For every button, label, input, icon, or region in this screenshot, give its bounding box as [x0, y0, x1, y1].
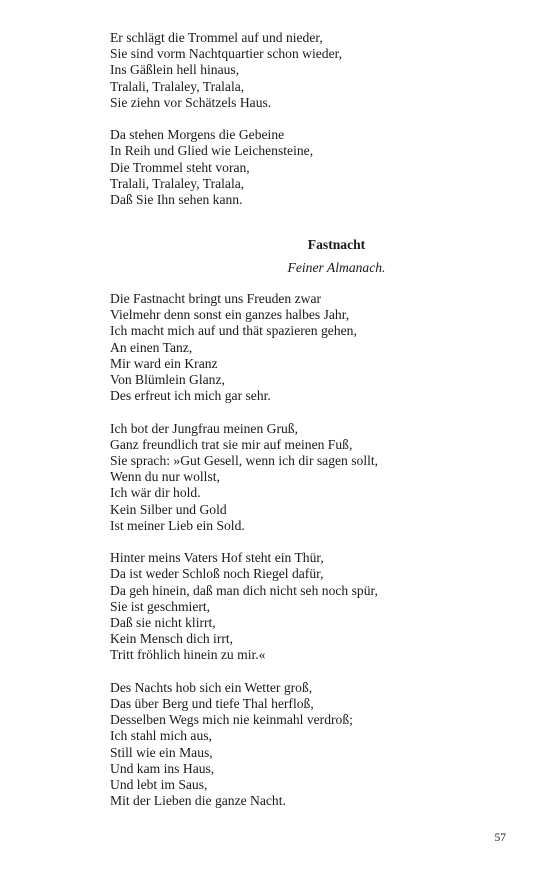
verse-line: Die Trommel steht voran,	[110, 159, 250, 175]
verse-line: Mit der Lieben die ganze Nacht.	[110, 793, 286, 809]
verse-line: Ganz freundlich trat sie mir auf meinen Fuß,	[110, 436, 353, 452]
verse-line: Sie sind vorm Nachtquartier schon wieder,	[110, 46, 342, 62]
verse-line: Ich stahl mich aus,	[110, 728, 212, 744]
stanza-gap	[110, 664, 378, 680]
verse-line: Sie sprach: »Gut Gesell, wenn ich dir sagen sollt,	[110, 453, 379, 469]
stanza	[110, 127, 342, 208]
poem-title: Fastnacht	[307, 237, 366, 252]
verse-line: Sie ist geschmiert,	[110, 598, 211, 614]
verse-line: Desselben Wegs mich nie keinmahl verdroß;	[110, 712, 353, 728]
verse-line: Da ist weder Schloß noch Riegel dafür,	[110, 566, 324, 582]
verse-line: Tritt fröhlich hinein zu mir.«	[110, 647, 266, 663]
verse-line: Und lebt im Saus,	[110, 777, 208, 793]
stanza	[110, 680, 378, 810]
verse-line: An einen Tanz,	[110, 339, 193, 355]
verse-line: Sie ziehn vor Schätzels Haus.	[110, 94, 272, 110]
page-number: 57	[494, 832, 506, 844]
verse-line: Und kam ins Haus,	[110, 760, 215, 776]
verse-line: Daß Sie Ihn sehen kann.	[110, 192, 243, 208]
stanza	[110, 30, 342, 111]
poem-source: Feiner Almanach.	[287, 260, 386, 275]
verse-line: Er schlägt die Trommel auf und nieder,	[110, 30, 323, 45]
verse-line: Des Nachts hob sich ein Wetter groß,	[110, 679, 313, 695]
stanza-gap	[110, 111, 342, 127]
verse-line: Tralali, Tralaley, Tralala,	[110, 78, 245, 94]
stanza-block-top	[110, 30, 342, 208]
verse-line: Hinter meins Vaters Hof steht ein Thür,	[110, 550, 324, 566]
verse-line: Daß sie nicht klirrt,	[110, 615, 216, 631]
verse-line: Wenn du nur wollst,	[110, 469, 220, 485]
verse-line: Die Fastnacht bringt uns Freuden zwar	[110, 291, 322, 306]
verse-line: Tralali, Tralaley, Tralala,	[110, 175, 245, 191]
verse-line: Ich macht mich auf und thät spazieren gehen,	[110, 323, 357, 339]
verse-line: Des erfreut ich mich gar sehr.	[110, 388, 271, 404]
stanza-gap	[110, 404, 378, 420]
verse-line: Da geh hinein, daß man dich nicht seh noch spür,	[110, 582, 378, 598]
verse-line: Ich wär dir hold.	[110, 485, 201, 501]
stanza	[110, 421, 378, 534]
verse-line: In Reih und Glied wie Leichensteine,	[110, 143, 314, 159]
verse-line: Da stehen Morgens die Gebeine	[110, 127, 285, 143]
verse-line: Ich bot der Jungfrau meinen Gruß,	[110, 420, 298, 436]
verse-line: Von Blümlein Glanz,	[110, 372, 225, 388]
stanza-block-bottom	[110, 291, 378, 809]
stanza	[110, 291, 378, 404]
stanza-gap	[110, 534, 378, 550]
verse-line: Kein Silber und Gold	[110, 501, 227, 517]
verse-line: Still wie ein Maus,	[110, 744, 213, 760]
verse-line: Kein Mensch dich irrt,	[110, 631, 234, 647]
stanza	[110, 550, 378, 663]
verse-line: Das über Berg und tiefe Thal herfloß,	[110, 696, 314, 712]
verse-line: Ist meiner Lieb ein Sold.	[110, 517, 245, 533]
verse-line: Vielmehr denn sonst ein ganzes halbes Jahr,	[110, 307, 350, 323]
verse-line: Mir ward ein Kranz	[110, 355, 218, 371]
verse-line: Ins Gäßlein hell hinaus,	[110, 62, 240, 78]
